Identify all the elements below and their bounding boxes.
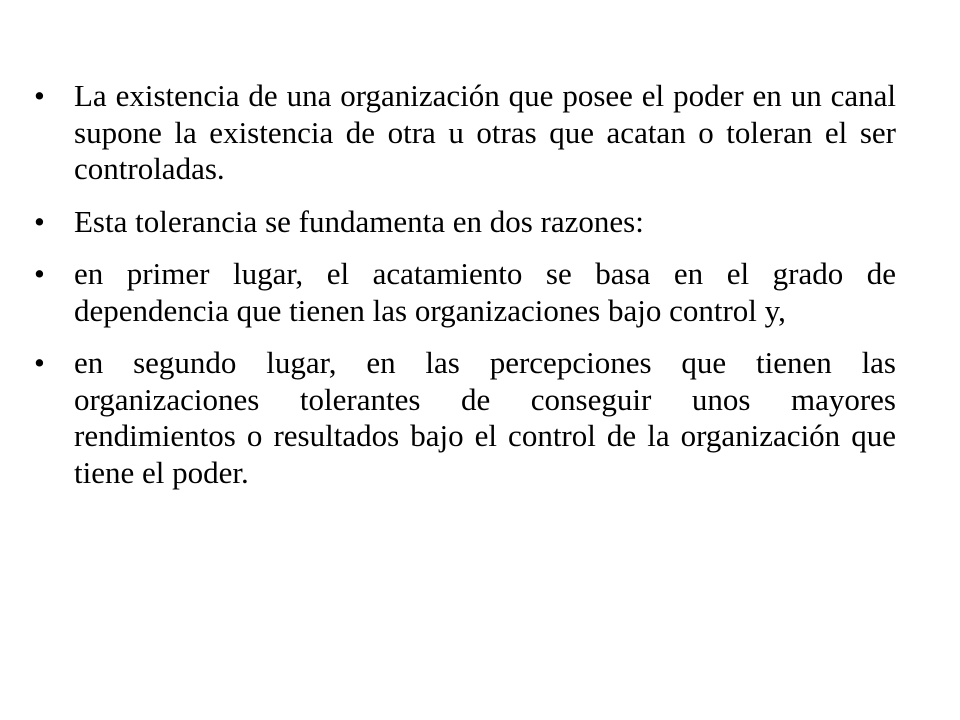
bullet-icon: • (34, 345, 45, 380)
bullet-icon: • (34, 203, 45, 239)
bullet-text: La existencia de una organización que posee el poder en un canal supone la existencia de otra u otras que acatan o toleran el ser controladas. (74, 78, 896, 186)
bullet-item-1 (34, 78, 896, 188)
bullet-item-2 (34, 204, 896, 241)
bullet-list (34, 78, 896, 507)
bullet-item-3 (34, 256, 896, 329)
bullet-text: en primer lugar, el acatamiento se basa en el grado de dependencia que tienen las organizaciones bajo control y, (74, 256, 896, 328)
bullet-text: en segundo lugar, en las percepciones que tienen las organizaciones tolerantes de conseguir unos mayores rendimientos o resultados bajo el control de la organización que tiene el poder. (74, 345, 896, 490)
bullet-icon: • (34, 256, 45, 291)
bullet-item-4 (34, 345, 896, 491)
bullet-text: Esta tolerancia se fundamenta en dos razones: (74, 203, 644, 239)
bullet-icon: • (34, 78, 45, 113)
